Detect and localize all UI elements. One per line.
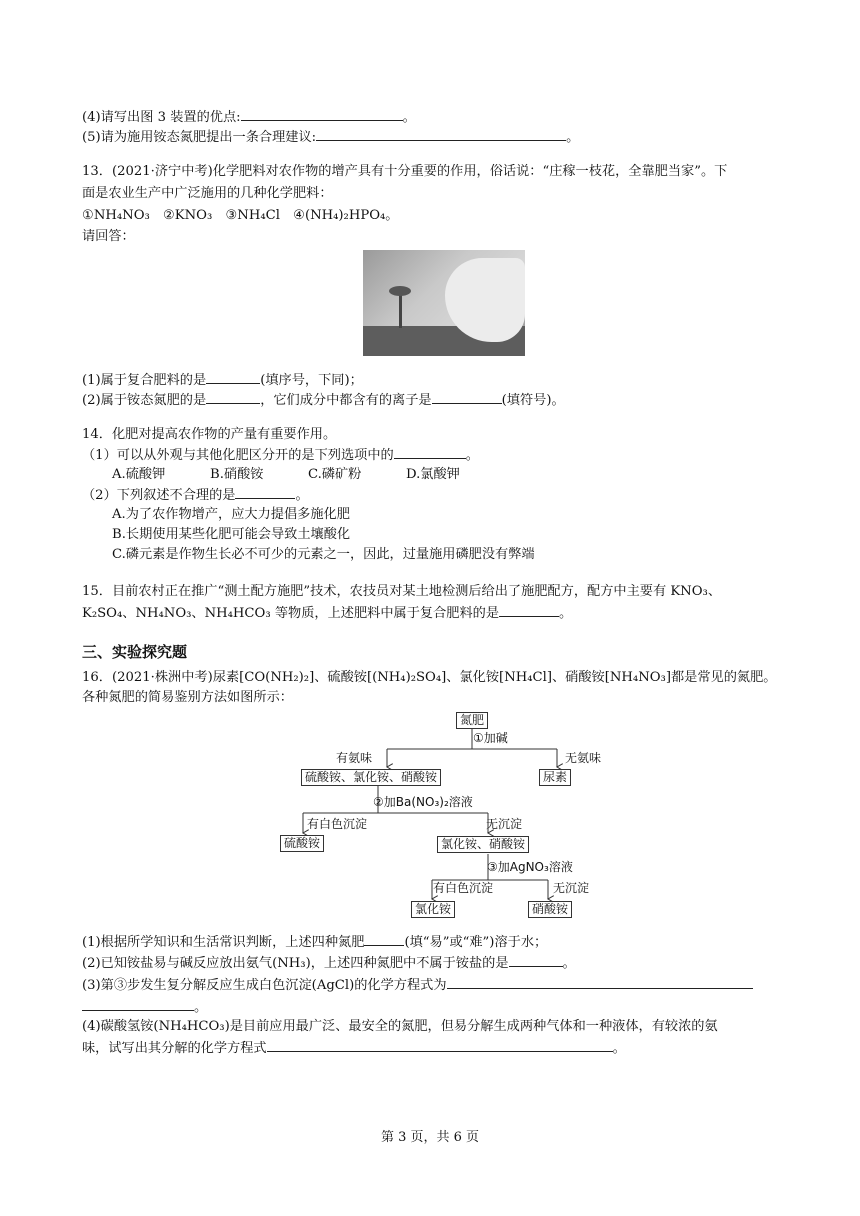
q14-sub2: （2）下列叙述不合理的是 。 xyxy=(82,488,309,503)
node-nitrogen-fertilizer: 氮肥 xyxy=(456,712,488,729)
label-no-precipitate-2: 无沉淀 xyxy=(553,881,590,895)
node-urea: 尿素 xyxy=(539,769,571,786)
q13-answer1: (1)属于复合肥料的是 (填序号，下同)； xyxy=(82,373,363,388)
step1-label: ①加碱 xyxy=(473,731,508,745)
q13-stem-line2: 面是农业生产中广泛施用的几种化学肥料： xyxy=(82,186,333,201)
q13-answer2: (2)属于铵态氮肥的是 ，它们成分中都含有的离子是 (填符号)。 xyxy=(82,393,565,408)
option-c: C.磷矿粉 xyxy=(308,467,362,482)
q13-prompt: 请回答： xyxy=(82,229,135,244)
q12-part5: (5)请为施用铵态氮肥提出一条合理建议: 。 xyxy=(82,130,580,145)
step3-label: ③加AgNO₃溶液 xyxy=(487,860,573,874)
label-white-precipitate-2: 有白色沉淀 xyxy=(433,881,494,895)
q16-stem-line1: 16．(2021·株洲中考)尿素[CO(NH₂)₂]、硫酸铵[(NH₄)₂SO₄]、氯化铵[NH₄Cl]、硝酸铵[NH₄NO₃]都是常见的氮肥。 xyxy=(82,670,777,685)
option-d: D.氯酸钾 xyxy=(406,467,460,482)
q16-answer1: (1)根据所学知识和生活常识判断，上述四种氮肥 (填“易”或“难”)溶于水； xyxy=(82,935,548,950)
q13-formulas: ①NH₄NO₃ ②KNO₃ ③NH₄Cl ④(NH₄)₂HPO₄。 xyxy=(82,208,399,223)
q13-stem-line1: 13．(2021·济宁中考)化学肥料对农作物的增产具有十分重要的作用，俗话说：“庄稼一枝花，全靠肥当家”。下 xyxy=(82,164,728,179)
q15-stem-line2: K₂SO₄、NH₄NO₃、NH₄HCO₃ 等物质，上述肥料中属于复合肥料的是 。 xyxy=(82,606,573,621)
label-has-ammonia: 有氨味 xyxy=(336,751,373,765)
q14-sub2-option-b: B.长期使用某些化肥可能会导致土壤酸化 xyxy=(112,527,351,542)
answer-blank[interactable] xyxy=(509,954,563,967)
node-ammonium-sulfate: 硫酸铵 xyxy=(280,835,324,852)
option-a: A.硫酸钾 xyxy=(112,467,166,482)
q14-stem: 14．化肥对提高农作物的产量有重要作用。 xyxy=(82,427,337,442)
section-title: 三、实验探究题 xyxy=(82,643,188,661)
q14-sub1: （1）可以从外观与其他化肥区分开的是下列选项中的 。 xyxy=(82,448,479,463)
answer-blank[interactable] xyxy=(82,998,194,1011)
q15-stem-line1: 15．目前农村正在推广“测土配方施肥”技术，农技员对某土地检测后给出了施肥配方，配方中主要有 KNO₃、 xyxy=(82,584,722,599)
page-footer: 第 3 页，共 6 页 xyxy=(380,1130,480,1145)
q12-part4: (4)请写出图 3 装置的优点: 。 xyxy=(82,110,416,125)
node-two-salts: 氯化铵、硝酸铵 xyxy=(437,836,529,853)
node-ammonium-chloride: 氯化铵 xyxy=(411,901,455,918)
node-ammonium-nitrate: 硝酸铵 xyxy=(528,901,572,918)
label-no-ammonia: 无氨味 xyxy=(565,751,602,765)
q14-sub2-option-a: A.为了农作物增产，应大力提倡多施化肥 xyxy=(112,507,350,522)
q14-sub2-option-c: C.磷元素是作物生长必不可少的元素之一，因此，过量施用磷肥没有弊端 xyxy=(112,547,535,562)
q16-answer2: (2)已知铵盐易与碱反应放出氨气(NH₃)，上述四种氮肥中不属于铵盐的是 。 xyxy=(82,956,576,971)
step2-label: ②加Ba(NO₃)₂溶液 xyxy=(373,795,473,809)
answer-blank[interactable] xyxy=(364,933,404,946)
q16-answer3-cont: 。 xyxy=(82,998,207,1017)
answer-blank[interactable] xyxy=(447,976,753,989)
q16-stem-line2: 各种氮肥的简易鉴别方法如图所示： xyxy=(82,690,293,705)
q16-answer4-line1: (4)碳酸氢铵(NH₄HCO₃)是目前应用最广泛、最安全的氮肥，但易分解生成两种气体和一种液体，有较浓的氨 xyxy=(82,1019,718,1034)
q16-answer3: (3)第③步发生复分解反应生成白色沉淀(AgCl)的化学方程式为 xyxy=(82,976,753,995)
answer-blank[interactable] xyxy=(267,1039,613,1052)
label-white-precipitate-1: 有白色沉淀 xyxy=(307,817,368,831)
label-no-precipitate-1: 无沉淀 xyxy=(486,817,523,831)
q16-answer4-line2: 味，试写出其分解的化学方程式 。 xyxy=(82,1041,626,1056)
node-three-salts: 硫酸铵、氯化铵、硝酸铵 xyxy=(301,769,441,786)
option-b: B.硝酸铵 xyxy=(210,467,264,482)
